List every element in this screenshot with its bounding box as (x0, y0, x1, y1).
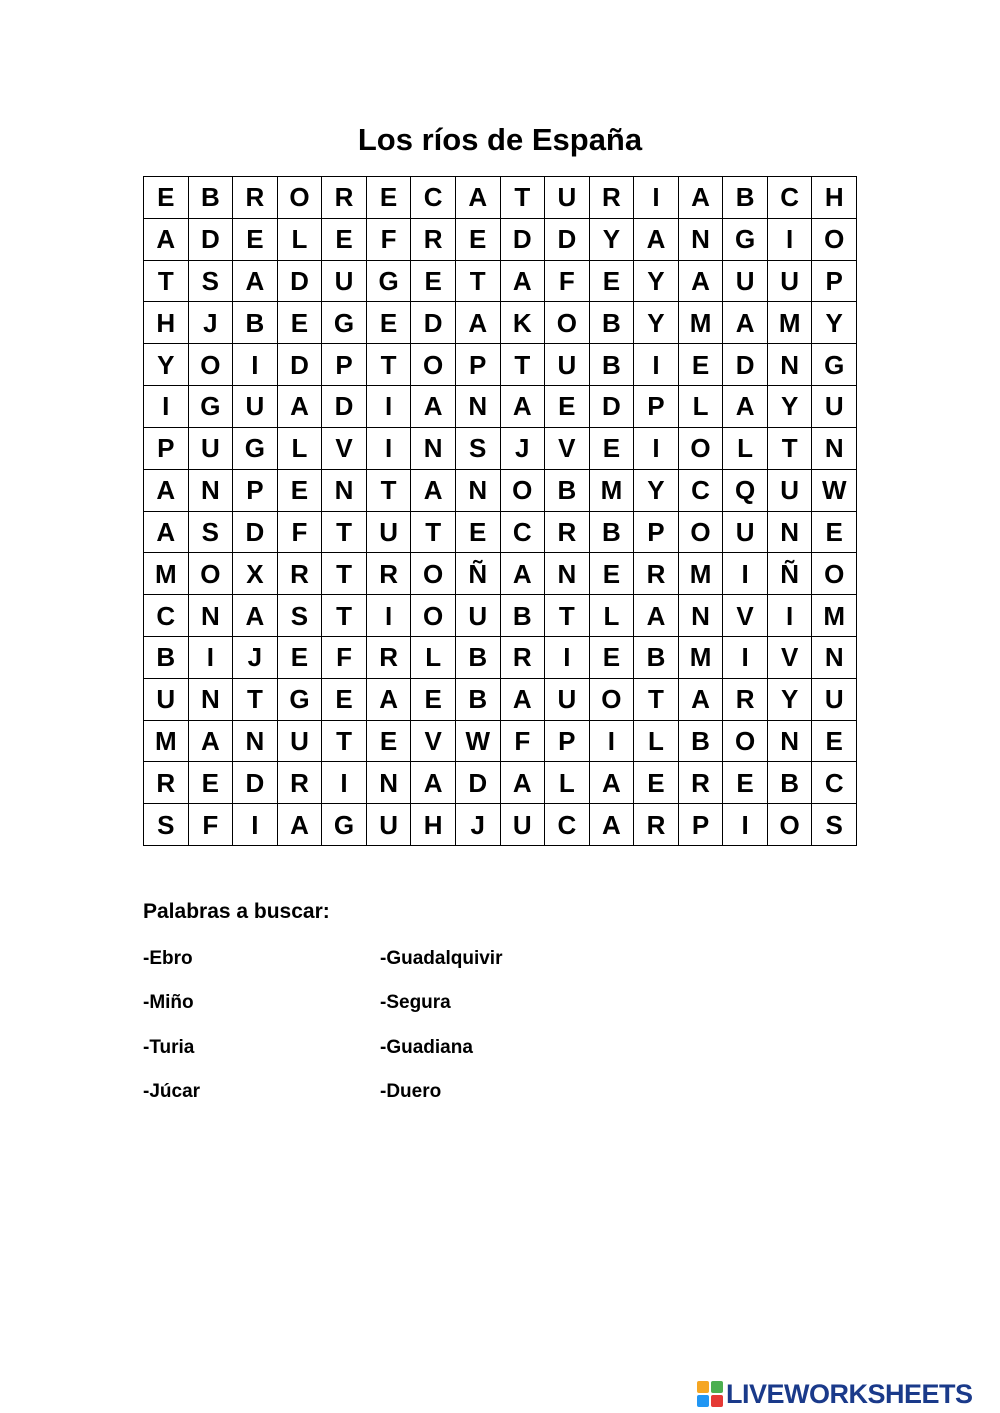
grid-cell[interactable]: S (812, 804, 857, 846)
grid-cell[interactable]: N (233, 720, 278, 762)
grid-cell[interactable]: T (634, 678, 679, 720)
grid-cell[interactable]: L (545, 762, 590, 804)
grid-cell[interactable]: I (767, 218, 812, 260)
grid-cell[interactable]: E (366, 177, 411, 219)
grid-cell[interactable]: Y (767, 678, 812, 720)
grid-cell[interactable]: O (812, 553, 857, 595)
grid-cell[interactable]: E (723, 762, 768, 804)
grid-cell[interactable]: W (455, 720, 500, 762)
grid-cell[interactable]: T (366, 344, 411, 386)
grid-cell[interactable]: Y (589, 218, 634, 260)
grid-cell[interactable]: C (767, 177, 812, 219)
grid-cell[interactable]: T (322, 511, 367, 553)
grid-cell[interactable]: T (500, 177, 545, 219)
grid-cell[interactable]: A (233, 595, 278, 637)
grid-cell[interactable]: R (144, 762, 189, 804)
grid-cell[interactable]: N (678, 595, 723, 637)
grid-cell[interactable]: E (812, 720, 857, 762)
grid-cell[interactable]: E (233, 218, 278, 260)
grid-cell[interactable]: E (589, 260, 634, 302)
word-list-item: -Turia (143, 1037, 195, 1058)
grid-row (144, 344, 857, 386)
grid-cell[interactable]: Y (767, 386, 812, 428)
grid-cell[interactable]: G (233, 427, 278, 469)
grid-cell[interactable]: Q (723, 469, 768, 511)
grid-cell[interactable]: I (723, 553, 768, 595)
grid-cell[interactable]: P (545, 720, 590, 762)
grid-cell[interactable]: L (277, 427, 322, 469)
grid-cell[interactable]: O (678, 427, 723, 469)
grid-cell[interactable]: N (767, 720, 812, 762)
grid-cell[interactable]: A (144, 218, 189, 260)
grid-cell[interactable]: A (455, 177, 500, 219)
grid-cell[interactable]: E (545, 386, 590, 428)
word-list-item: -Miño (143, 992, 194, 1013)
grid-cell[interactable]: N (545, 553, 590, 595)
grid-row (144, 427, 857, 469)
grid-cell[interactable]: A (411, 386, 456, 428)
grid-cell[interactable]: T (144, 260, 189, 302)
grid-cell[interactable]: O (188, 344, 233, 386)
grid-cell[interactable]: C (411, 177, 456, 219)
grid-cell[interactable]: L (411, 636, 456, 678)
grid-cell[interactable]: N (322, 469, 367, 511)
grid-cell[interactable]: P (812, 260, 857, 302)
grid-cell[interactable]: A (500, 678, 545, 720)
grid-cell[interactable]: L (723, 427, 768, 469)
grid-cell[interactable]: T (366, 469, 411, 511)
grid-cell[interactable]: E (411, 260, 456, 302)
grid-cell[interactable]: T (411, 511, 456, 553)
grid-cell[interactable]: I (366, 386, 411, 428)
grid-cell[interactable]: B (545, 469, 590, 511)
grid-cell[interactable]: P (322, 344, 367, 386)
word-search-grid (143, 176, 857, 846)
grid-cell[interactable]: I (188, 636, 233, 678)
grid-cell[interactable]: R (322, 177, 367, 219)
grid-cell[interactable]: T (233, 678, 278, 720)
grid-cell[interactable]: U (188, 427, 233, 469)
grid-cell[interactable]: R (277, 762, 322, 804)
word-list-item: -Segura (380, 992, 451, 1013)
grid-cell[interactable]: A (589, 804, 634, 846)
grid-cell[interactable]: I (634, 177, 679, 219)
grid-cell[interactable]: M (678, 302, 723, 344)
grid-cell[interactable]: R (634, 553, 679, 595)
grid-cell[interactable]: F (188, 804, 233, 846)
grid-cell[interactable]: M (678, 553, 723, 595)
grid-row (144, 177, 857, 219)
grid-cell[interactable]: R (723, 678, 768, 720)
grid-cell[interactable]: B (144, 636, 189, 678)
grid-cell[interactable]: D (455, 762, 500, 804)
grid-cell[interactable]: H (812, 177, 857, 219)
grid-cell[interactable]: G (723, 218, 768, 260)
grid-cell[interactable]: I (545, 636, 590, 678)
grid-row (144, 218, 857, 260)
grid-cell[interactable]: V (723, 595, 768, 637)
word-list-heading: Palabras a buscar: (143, 900, 330, 923)
grid-cell[interactable]: S (188, 260, 233, 302)
grid-row (144, 302, 857, 344)
grid-cell[interactable]: U (277, 720, 322, 762)
grid-cell[interactable]: E (322, 678, 367, 720)
grid-cell[interactable]: B (634, 636, 679, 678)
grid-cell[interactable]: A (366, 678, 411, 720)
grid-cell[interactable]: D (277, 260, 322, 302)
word-list-item: -Ebro (143, 948, 193, 969)
grid-cell[interactable]: P (144, 427, 189, 469)
grid-cell[interactable]: N (188, 469, 233, 511)
grid-cell[interactable]: U (812, 386, 857, 428)
liveworksheets-logo[interactable] (697, 1378, 973, 1410)
grid-cell[interactable]: R (366, 553, 411, 595)
grid-cell[interactable]: U (545, 678, 590, 720)
grid-cell[interactable]: P (634, 511, 679, 553)
grid-cell[interactable]: D (545, 218, 590, 260)
grid-cell[interactable]: E (411, 678, 456, 720)
grid-cell[interactable]: A (500, 762, 545, 804)
grid-cell[interactable]: P (634, 386, 679, 428)
grid-cell[interactable]: Ñ (767, 553, 812, 595)
grid-cell[interactable]: E (678, 344, 723, 386)
grid-row (144, 804, 857, 846)
grid-cell[interactable]: C (144, 595, 189, 637)
grid-row (144, 720, 857, 762)
grid-cell[interactable]: F (277, 511, 322, 553)
grid-cell[interactable]: G (188, 386, 233, 428)
grid-cell[interactable]: U (144, 678, 189, 720)
grid-cell[interactable]: E (812, 511, 857, 553)
grid-cell[interactable]: A (678, 678, 723, 720)
grid-cell[interactable]: U (233, 386, 278, 428)
grid-cell[interactable]: A (500, 386, 545, 428)
word-list-item: -Guadalquivir (380, 948, 503, 969)
grid-cell[interactable]: I (723, 636, 768, 678)
grid-cell[interactable]: B (455, 678, 500, 720)
grid-cell[interactable]: E (589, 636, 634, 678)
grid-cell[interactable]: S (277, 595, 322, 637)
grid-cell[interactable]: O (678, 511, 723, 553)
grid-cell[interactable]: R (545, 511, 590, 553)
grid-cell[interactable]: A (634, 595, 679, 637)
grid-cell[interactable]: A (455, 302, 500, 344)
grid-cell[interactable]: B (589, 302, 634, 344)
grid-row (144, 762, 857, 804)
grid-cell[interactable]: K (500, 302, 545, 344)
grid-cell[interactable]: I (233, 804, 278, 846)
grid-cell[interactable]: B (678, 720, 723, 762)
grid-cell[interactable]: N (812, 427, 857, 469)
grid-cell[interactable]: S (144, 804, 189, 846)
grid-cell[interactable]: I (634, 427, 679, 469)
grid-cell[interactable]: G (366, 260, 411, 302)
grid-cell[interactable]: U (812, 678, 857, 720)
grid-cell[interactable]: I (634, 344, 679, 386)
grid-cell[interactable]: Y (144, 344, 189, 386)
logo-text: LIVEWORKSHEETS (726, 1378, 973, 1409)
liveworksheets-logo-icon (697, 1381, 723, 1407)
grid-cell[interactable]: S (455, 427, 500, 469)
grid-cell[interactable]: E (144, 177, 189, 219)
grid-cell[interactable]: N (455, 386, 500, 428)
grid-row (144, 386, 857, 428)
grid-cell[interactable]: C (678, 469, 723, 511)
grid-cell[interactable]: Y (812, 302, 857, 344)
grid-cell[interactable]: E (455, 511, 500, 553)
grid-cell[interactable]: B (767, 762, 812, 804)
grid-cell[interactable]: L (678, 386, 723, 428)
grid-cell[interactable]: E (634, 762, 679, 804)
grid-cell[interactable]: G (812, 344, 857, 386)
grid-cell[interactable]: B (188, 177, 233, 219)
grid-cell[interactable]: X (233, 553, 278, 595)
grid-cell[interactable]: D (411, 302, 456, 344)
grid-cell[interactable]: R (500, 636, 545, 678)
grid-cell[interactable]: Y (634, 469, 679, 511)
grid-cell[interactable]: V (322, 427, 367, 469)
grid-cell[interactable]: V (545, 427, 590, 469)
grid-cell[interactable]: I (366, 427, 411, 469)
grid-cell[interactable]: H (144, 302, 189, 344)
grid-cell[interactable]: O (767, 804, 812, 846)
grid-cell[interactable]: V (767, 636, 812, 678)
grid-cell[interactable]: I (144, 386, 189, 428)
grid-cell[interactable]: Y (634, 302, 679, 344)
grid-cell[interactable]: Ñ (455, 553, 500, 595)
grid-cell[interactable]: I (233, 344, 278, 386)
grid-cell[interactable]: O (411, 553, 456, 595)
grid-cell[interactable]: O (723, 720, 768, 762)
grid-row (144, 260, 857, 302)
grid-cell[interactable]: D (322, 386, 367, 428)
grid-cell[interactable]: U (767, 260, 812, 302)
grid-cell[interactable]: A (277, 804, 322, 846)
grid-cell[interactable]: G (277, 678, 322, 720)
grid-cell[interactable]: J (188, 302, 233, 344)
grid-cell[interactable]: J (500, 427, 545, 469)
grid-cell[interactable]: R (233, 177, 278, 219)
word-list-item: -Guadiana (380, 1037, 473, 1058)
grid-cell[interactable]: D (723, 344, 768, 386)
grid-cell[interactable]: A (144, 511, 189, 553)
grid-cell[interactable]: M (144, 720, 189, 762)
grid-cell[interactable]: A (188, 720, 233, 762)
grid-cell[interactable]: E (277, 302, 322, 344)
grid-cell[interactable]: A (723, 302, 768, 344)
grid-cell[interactable]: A (634, 218, 679, 260)
grid-cell[interactable]: A (411, 762, 456, 804)
grid-cell[interactable]: O (188, 553, 233, 595)
grid-cell[interactable]: O (589, 678, 634, 720)
grid-cell[interactable]: P (455, 344, 500, 386)
grid-row (144, 595, 857, 637)
grid-cell[interactable]: U (723, 260, 768, 302)
grid-cell[interactable]: T (455, 260, 500, 302)
grid-cell[interactable]: U (545, 344, 590, 386)
grid-cell[interactable]: R (411, 218, 456, 260)
grid-cell[interactable]: O (411, 344, 456, 386)
grid-cell[interactable]: P (233, 469, 278, 511)
grid-cell[interactable]: U (545, 177, 590, 219)
grid-row (144, 678, 857, 720)
grid-cell[interactable]: M (812, 595, 857, 637)
grid-cell[interactable]: U (366, 511, 411, 553)
grid-cell[interactable]: U (322, 260, 367, 302)
grid-cell[interactable]: B (723, 177, 768, 219)
grid-cell[interactable]: N (188, 595, 233, 637)
grid-cell[interactable]: T (767, 427, 812, 469)
grid-cell[interactable]: E (366, 302, 411, 344)
grid-cell[interactable]: N (455, 469, 500, 511)
grid-cell[interactable]: U (366, 804, 411, 846)
grid-cell[interactable]: C (545, 804, 590, 846)
grid-cell[interactable]: A (500, 553, 545, 595)
grid-row (144, 553, 857, 595)
grid-cell[interactable]: J (233, 636, 278, 678)
grid-cell[interactable]: B (589, 511, 634, 553)
grid-cell[interactable]: M (767, 302, 812, 344)
grid-cell[interactable]: U (723, 511, 768, 553)
grid-cell[interactable]: F (545, 260, 590, 302)
grid-cell[interactable]: S (188, 511, 233, 553)
grid-cell[interactable]: E (277, 469, 322, 511)
grid-cell[interactable]: B (500, 595, 545, 637)
grid-cell[interactable]: R (589, 177, 634, 219)
grid-cell[interactable]: C (500, 511, 545, 553)
grid-row (144, 636, 857, 678)
grid-cell[interactable]: D (277, 344, 322, 386)
grid-cell[interactable]: Y (634, 260, 679, 302)
grid-cell[interactable]: E (589, 553, 634, 595)
grid-cell[interactable]: T (322, 595, 367, 637)
grid-cell[interactable]: L (634, 720, 679, 762)
grid-cell[interactable]: M (144, 553, 189, 595)
grid-cell[interactable]: H (411, 804, 456, 846)
grid-cell[interactable]: F (500, 720, 545, 762)
grid-cell[interactable]: J (455, 804, 500, 846)
grid-cell[interactable]: A (500, 260, 545, 302)
grid-cell[interactable]: N (411, 427, 456, 469)
grid-cell[interactable]: A (277, 386, 322, 428)
grid-cell[interactable]: E (322, 218, 367, 260)
grid-cell[interactable]: U (767, 469, 812, 511)
grid-row (144, 469, 857, 511)
grid-cell[interactable]: I (723, 804, 768, 846)
grid-cell[interactable]: O (545, 302, 590, 344)
grid-cell[interactable]: F (366, 218, 411, 260)
grid-cell[interactable]: N (767, 344, 812, 386)
word-list-item: -Júcar (143, 1081, 201, 1102)
grid-cell[interactable]: G (322, 302, 367, 344)
grid-cell[interactable]: U (455, 595, 500, 637)
grid-cell[interactable]: M (589, 469, 634, 511)
grid-cell[interactable]: G (322, 804, 367, 846)
grid-cell[interactable]: T (500, 344, 545, 386)
grid-cell[interactable]: I (366, 595, 411, 637)
grid-cell[interactable]: E (188, 762, 233, 804)
grid-cell[interactable]: A (678, 177, 723, 219)
grid-cell[interactable]: D (589, 386, 634, 428)
grid-cell[interactable]: A (411, 469, 456, 511)
grid-cell[interactable]: L (589, 595, 634, 637)
grid-cell[interactable]: B (233, 302, 278, 344)
grid-cell[interactable]: D (233, 511, 278, 553)
grid-cell[interactable]: A (723, 386, 768, 428)
grid-cell[interactable]: N (678, 218, 723, 260)
grid-cell[interactable]: N (188, 678, 233, 720)
word-list-item: -Duero (380, 1081, 442, 1102)
grid-cell[interactable]: I (322, 762, 367, 804)
grid-cell[interactable]: R (678, 762, 723, 804)
grid-cell[interactable]: C (812, 762, 857, 804)
grid-cell[interactable]: R (366, 636, 411, 678)
grid-cell[interactable]: U (500, 804, 545, 846)
grid-cell[interactable]: N (366, 762, 411, 804)
grid-cell[interactable]: A (144, 469, 189, 511)
grid-cell[interactable]: O (411, 595, 456, 637)
grid-cell[interactable]: O (812, 218, 857, 260)
grid-cell[interactable]: T (322, 720, 367, 762)
grid-cell[interactable]: A (589, 762, 634, 804)
grid-cell[interactable]: D (500, 218, 545, 260)
grid-cell[interactable]: B (589, 344, 634, 386)
grid-cell[interactable]: F (322, 636, 367, 678)
grid-cell[interactable]: E (455, 218, 500, 260)
grid-cell[interactable]: E (277, 636, 322, 678)
grid-cell[interactable]: D (188, 218, 233, 260)
grid-cell[interactable]: A (678, 260, 723, 302)
grid-row (144, 511, 857, 553)
grid-cell[interactable]: P (678, 804, 723, 846)
grid-cell[interactable]: D (233, 762, 278, 804)
grid-cell[interactable]: I (589, 720, 634, 762)
grid-cell[interactable]: V (411, 720, 456, 762)
grid-cell[interactable]: E (366, 720, 411, 762)
grid-cell[interactable]: O (277, 177, 322, 219)
page-title: Los ríos de España (357, 122, 643, 157)
grid-cell[interactable]: L (277, 218, 322, 260)
grid-cell[interactable]: R (634, 804, 679, 846)
grid-cell[interactable]: A (233, 260, 278, 302)
grid-cell[interactable]: R (277, 553, 322, 595)
grid-cell[interactable]: T (545, 595, 590, 637)
grid-cell[interactable]: W (812, 469, 857, 511)
grid-cell[interactable]: O (500, 469, 545, 511)
grid-cell[interactable]: E (589, 427, 634, 469)
grid-cell[interactable]: B (455, 636, 500, 678)
grid-cell[interactable]: M (678, 636, 723, 678)
grid-cell[interactable]: I (767, 595, 812, 637)
grid-cell[interactable]: T (322, 553, 367, 595)
grid-cell[interactable]: N (812, 636, 857, 678)
grid-cell[interactable]: N (767, 511, 812, 553)
